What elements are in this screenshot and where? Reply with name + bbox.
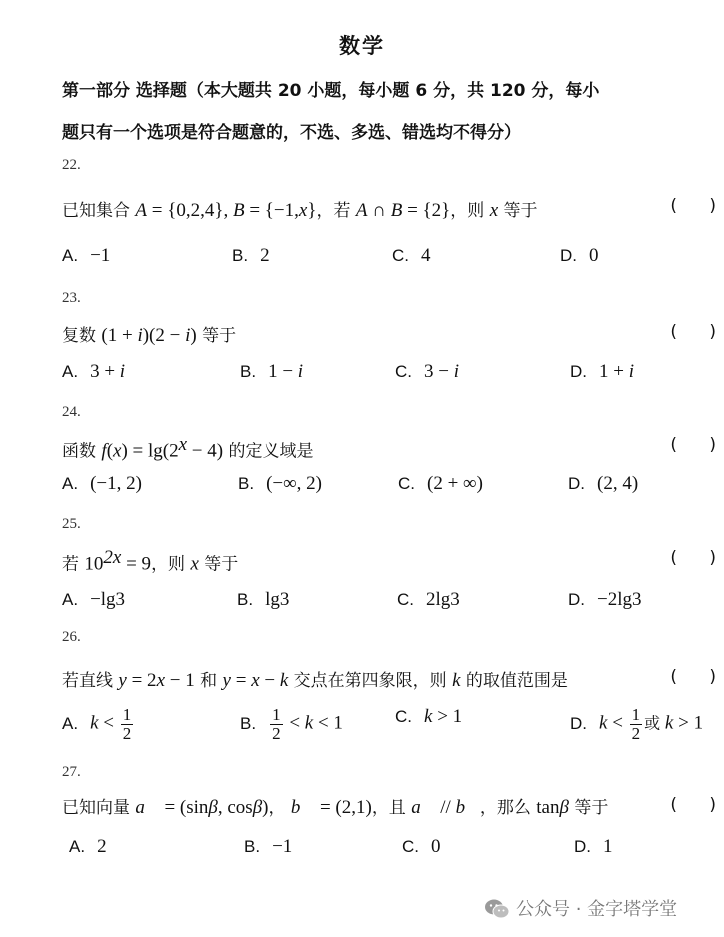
options-row xyxy=(62,836,702,866)
wechat-icon xyxy=(484,898,510,925)
section-intro-line-1: 第一部分 选择题（本大题共 20 小题，每小题 6 分，共 120 分，每小 xyxy=(62,81,600,101)
question-number: 25. xyxy=(62,516,81,532)
answer-blank: ( ) xyxy=(670,322,716,342)
question-number: 24. xyxy=(62,404,81,420)
option-c: C. k > 1 xyxy=(395,706,463,727)
option-c: C. 4 xyxy=(392,245,431,266)
option-a: A. −lg3 xyxy=(62,589,126,610)
answer-blank: ( ) xyxy=(670,667,716,687)
option-b: B. lg3 xyxy=(237,589,290,610)
question-number: 22. xyxy=(62,157,81,173)
question-stem: 若直线 y = 2x − 1 和 y = x − k 交点在第四象限，则 k 的取值范围是 xyxy=(62,670,568,691)
options-row xyxy=(62,589,702,619)
answer-blank: ( ) xyxy=(670,548,716,568)
option-c: C. 0 xyxy=(402,836,441,857)
option-d: D. 1 + i xyxy=(570,361,634,382)
answer-blank: ( ) xyxy=(670,435,716,455)
option-d: D. k < $\frac{1}{2}$ 或 k > 1 xyxy=(570,705,704,743)
question-stem: 若 $10^{2x} = 9$，则 x 等于 xyxy=(62,547,239,575)
option-d: D. 0 xyxy=(560,245,599,266)
answer-blank: ( ) xyxy=(670,196,716,216)
options-row xyxy=(62,361,702,391)
option-a: A. −1 xyxy=(62,245,111,266)
options-row xyxy=(62,245,702,275)
answer-blank: ( ) xyxy=(670,795,716,815)
question-stem: 复数 (1 + i)(2 − i) 等于 xyxy=(62,325,237,346)
options-row xyxy=(62,698,702,746)
section-intro-line-2: 题只有一个选项是符合题意的，不选、多选、错选均不得分） xyxy=(62,123,521,143)
watermark-text: 公众号 · 金字塔学堂 xyxy=(516,899,678,920)
question-stem: 已知集合 A = {0,2,4}, B = {−1,x}，若 A ∩ B = {2}，则 x 等于 xyxy=(62,200,538,221)
question-number: 26. xyxy=(62,629,81,645)
option-b: B. $\frac{1}{2}$ < k < 1 xyxy=(240,705,343,743)
option-b: B. (−∞, 2) xyxy=(238,473,322,494)
option-d: D. −2lg3 xyxy=(568,589,642,610)
question-number: 23. xyxy=(62,290,81,306)
option-b: B. 2 xyxy=(232,245,270,266)
watermark xyxy=(484,895,677,925)
option-c: C. 3 − i xyxy=(395,361,459,382)
option-a: A. (−1, 2) xyxy=(62,473,142,494)
question-stem: 函数 $f(x) = \lg(2^x - 4)$ 的定义域是 xyxy=(62,434,314,462)
option-c: C. (2 + ∞) xyxy=(398,473,483,494)
options-row xyxy=(62,473,702,503)
option-d: D. (2, 4) xyxy=(568,473,639,494)
option-b: B. −1 xyxy=(244,836,293,857)
option-a: A. 2 xyxy=(69,836,107,857)
page-title: 数学 xyxy=(339,34,385,58)
option-b: B. 1 − i xyxy=(240,361,304,382)
question-number: 27. xyxy=(62,764,81,780)
question-stem: 已知向量 a⃗ = (sinβ, cosβ)， b⃗ = (2,1)，且 a⃗ // b⃗，那么 tanβ 等于 xyxy=(62,797,609,818)
option-c: C. 2lg3 xyxy=(397,589,460,610)
option-d: D. 1 xyxy=(574,836,613,857)
option-a: A. 3 + i xyxy=(62,361,126,382)
option-a: A. k < $\frac{1}{2}$ xyxy=(62,705,132,743)
